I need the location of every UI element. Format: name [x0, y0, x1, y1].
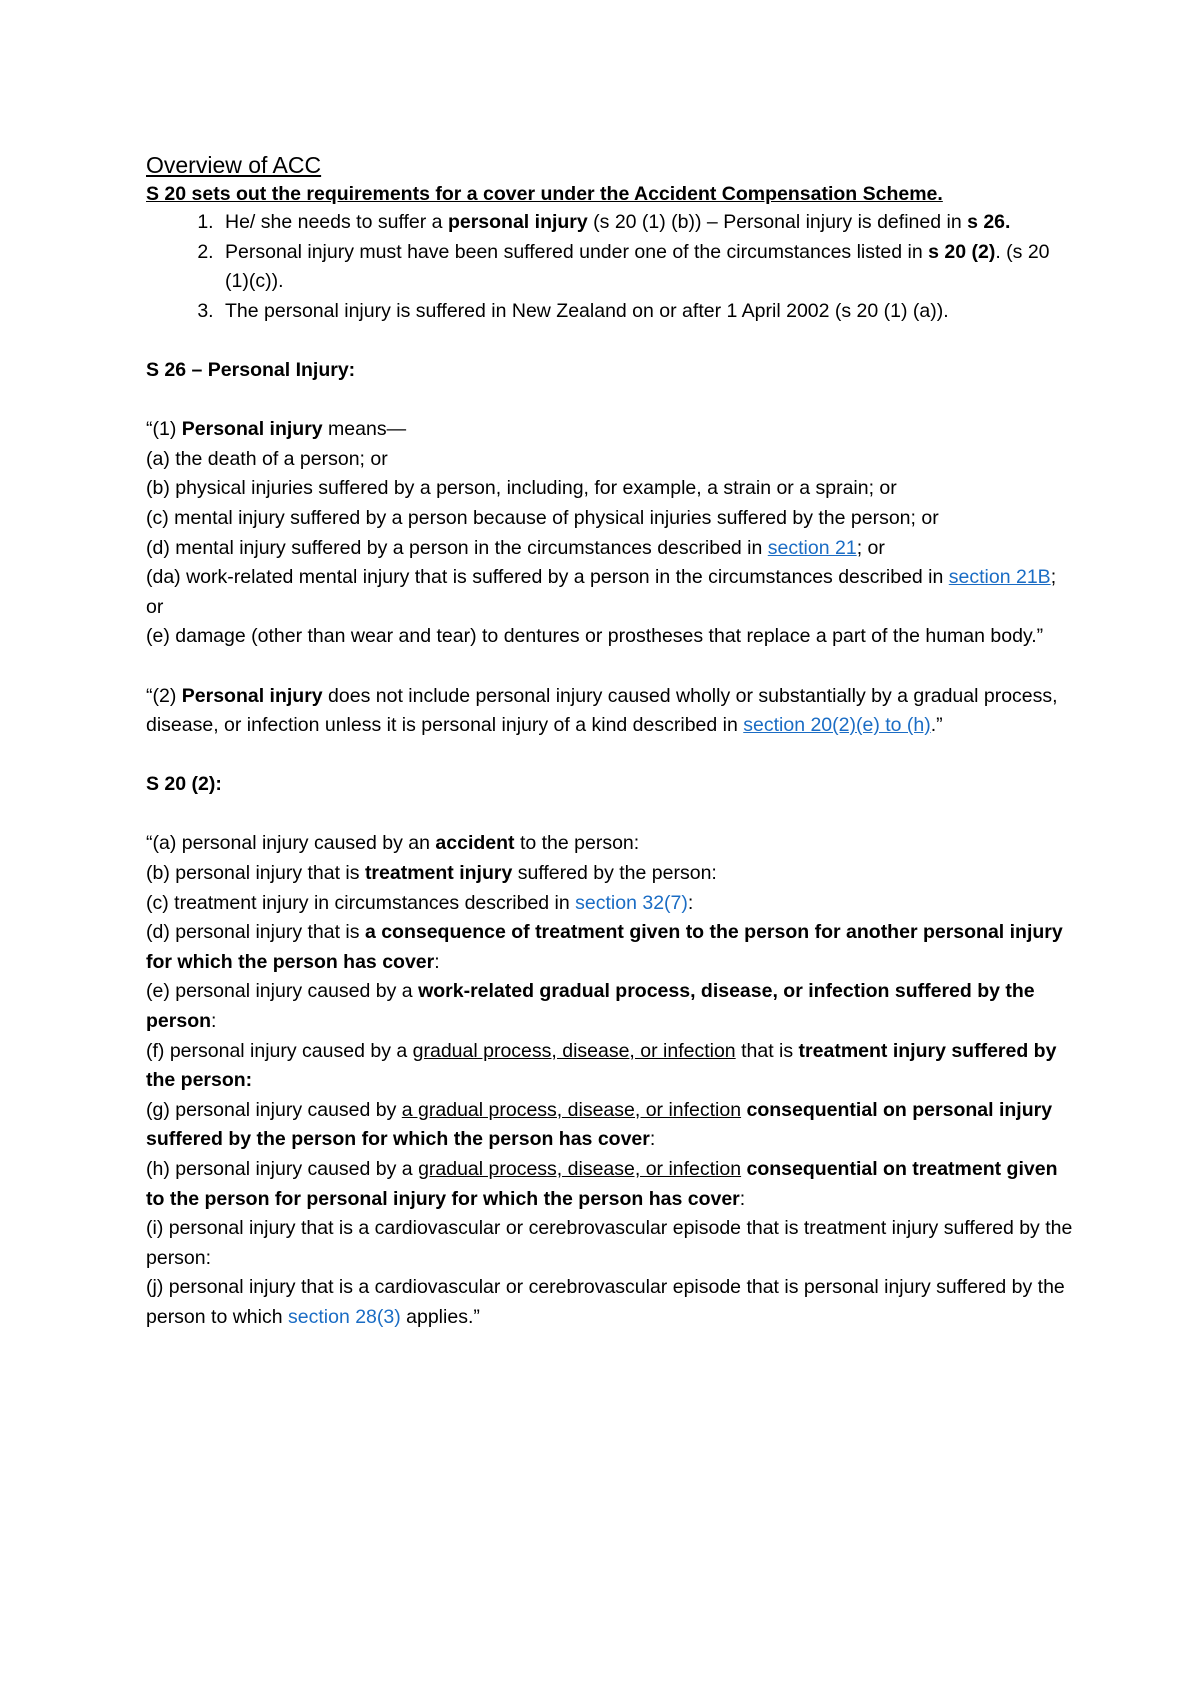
list-item: 3. The personal injury is suffered in New Zealand on or after 1 April 2002 (s 20 (1) (a)). [219, 297, 1076, 327]
section-21-link[interactable]: section 21 [767, 536, 857, 559]
s20-2-clause-a: “(a) personal injury caused by an accident to the person: [146, 832, 640, 855]
s26-clause-da: (da) work-related mental injury that is suffered by a person in the circumstances described in section 21B; or [146, 566, 1057, 618]
section-20-2-e-h-link[interactable]: section 20(2)(e) to (h) [743, 714, 931, 737]
s20-2-clause-c: (c) treatment injury in circumstances described in section 32(7): [146, 891, 694, 914]
s20-2-heading: S 20 (2): [146, 773, 222, 796]
list-item: 1. He/ she needs to suffer a personal injury (s 20 (1) (b)) – Personal injury is defined in s 26. [219, 208, 1076, 238]
s20-2-clause-h: (h) personal injury caused by a gradual process, disease, or infection consequential on treatment given to the person for personal injury for which the person has cover: [146, 1158, 1058, 1210]
s20-2-clause-d: (d) personal injury that is a consequence of treatment given to the person for another personal injury for which the person has cover: [146, 921, 1063, 973]
page-title: Overview of ACC [146, 152, 322, 178]
s26-heading: S 26 – Personal Injury: [146, 358, 356, 381]
s20-2-clause-j: (j) personal injury that is a cardiovascular or cerebrovascular episode that is personal injury suffered by the person to which section 28(3) applies.” [146, 1276, 1065, 1328]
s26-clause-e: (e) damage (other than wear and tear) to dentures or prostheses that replace a part of the human body.” [146, 625, 1044, 648]
s20-2-clause-e: (e) personal injury caused by a work-related gradual process, disease, or infection suffered by the person: [146, 980, 1035, 1033]
s20-2-clause-i: (i) personal injury that is a cardiovascular or cerebrovascular episode that is treatment injury suffered by the person: [146, 1217, 1073, 1269]
list-item: 2. Personal injury must have been suffered under one of the circumstances listed in s 20 (2). (s 20 (1)(c)). [219, 238, 1076, 297]
s26-clause-c: (c) mental injury suffered by a person because of physical injuries suffered by the person; or [146, 506, 939, 529]
s26-p1-intro: “(1) Personal injury means— [146, 418, 407, 441]
section-28-3-link[interactable]: section 28(3) [288, 1305, 401, 1328]
section-32-7-link[interactable]: section 32(7) [575, 891, 688, 914]
section-21b-link[interactable]: section 21B [948, 566, 1051, 589]
s20-2-clause-b: (b) personal injury that is treatment injury suffered by the person: [146, 862, 717, 885]
document-page [146, 150, 1076, 1333]
s26-clause-b: (b) physical injuries suffered by a person, including, for example, a strain or a sprain; or [146, 477, 897, 500]
subtitle: S 20 sets out the requirements for a cover under the Accident Compensation Scheme. [146, 183, 943, 205]
s26-clause-d: (d) mental injury suffered by a person in the circumstances described in section 21; or [146, 536, 885, 559]
s20-2-clause-f: (f) personal injury caused by a gradual process, disease, or infection that is treatment injury suffered by the person: [146, 1039, 1057, 1092]
s26-clause-a: (a) the death of a person; or [146, 447, 388, 470]
requirements-list [146, 208, 1076, 326]
s26-p2: “(2) Personal injury does not include personal injury caused wholly or substantially by a gradual process, disease, or infection unless it is personal injury of a kind described in section 20(2)(e) to (h).” [146, 684, 1058, 737]
s20-2-clause-g: (g) personal injury caused by a gradual process, disease, or infection consequential on personal injury suffered by the person for which the person has cover: [146, 1098, 1053, 1151]
